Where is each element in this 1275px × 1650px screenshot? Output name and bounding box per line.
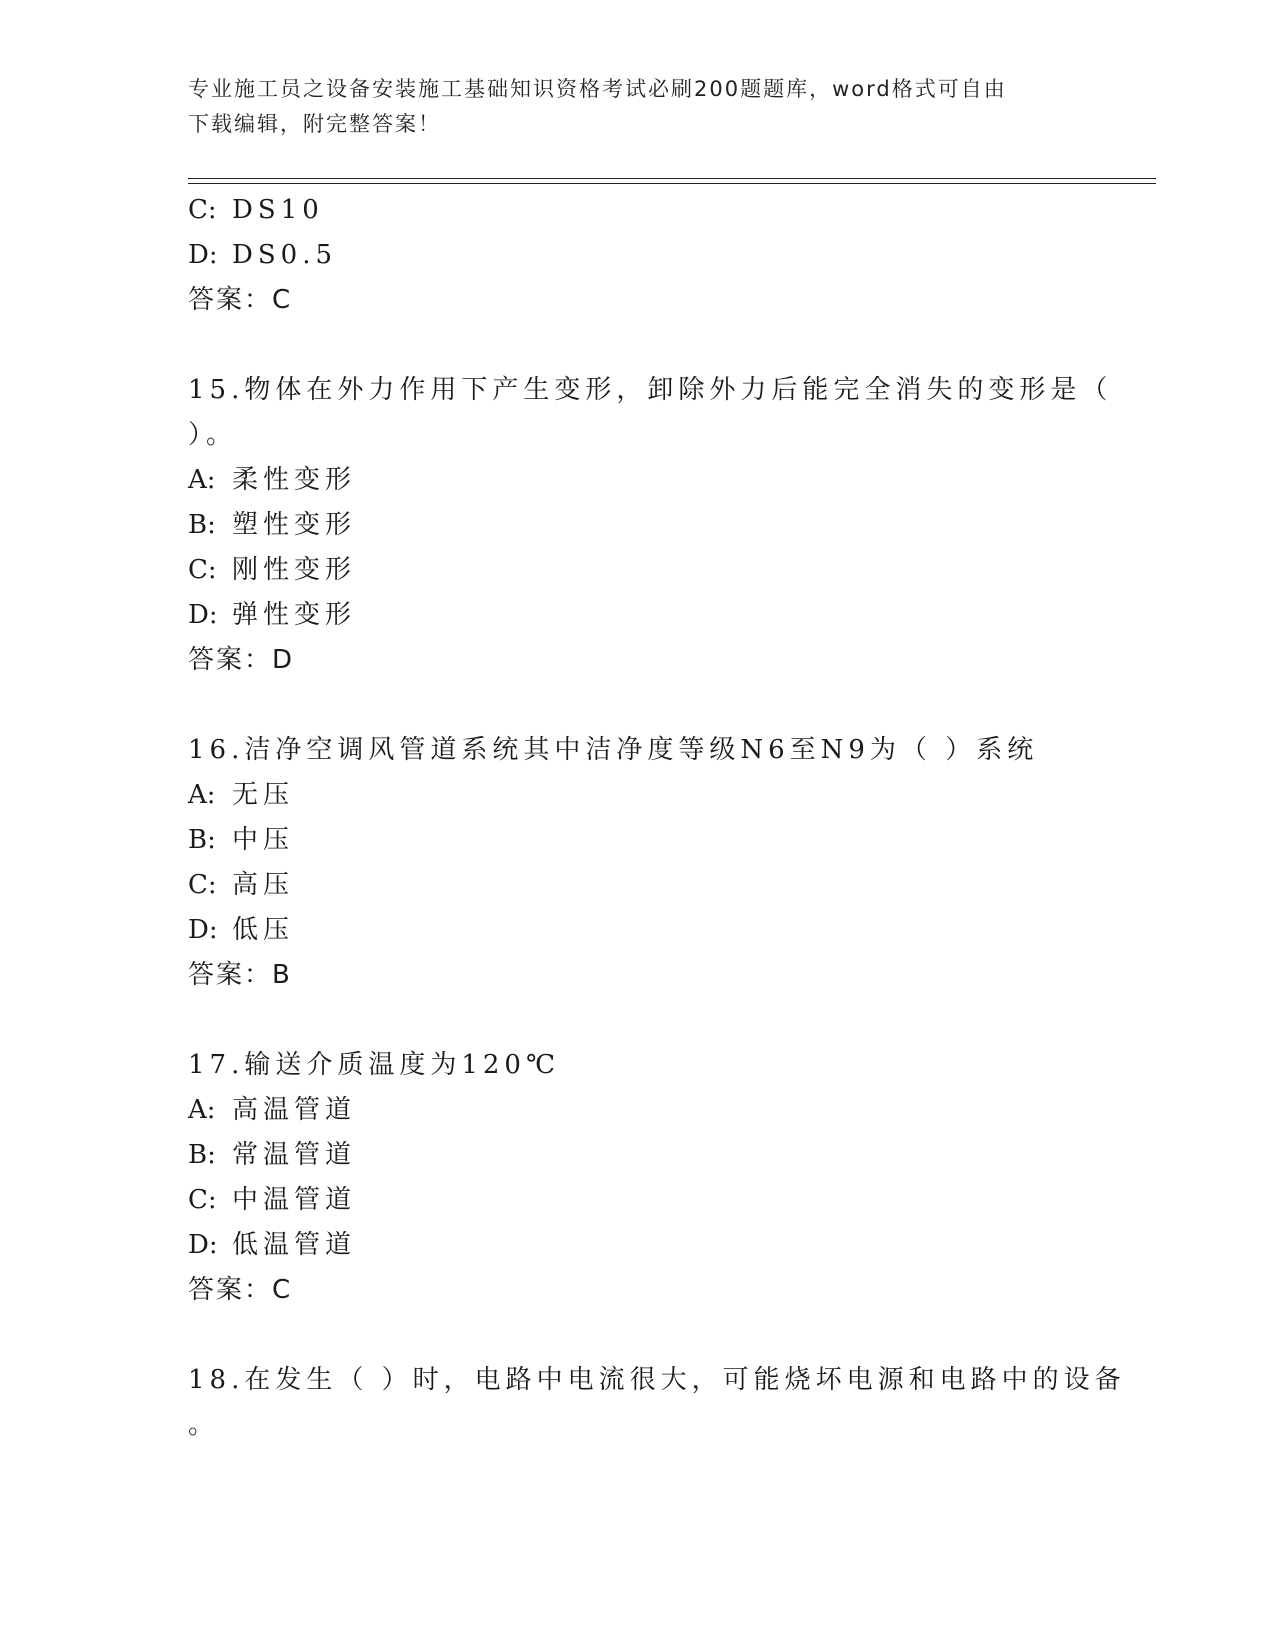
question-17-option-c: C: 中温管道 xyxy=(188,1185,357,1215)
question-16-stem: 16.洁净空调风管道系统其中洁净度等级N6至N9为（ ）系统 xyxy=(188,735,1039,765)
question-16-answer: 答案：B xyxy=(188,960,292,990)
question-18-stem: 18.在发生（ ）时，电路中电流很大，可能烧坏电源和电路中的设备 xyxy=(188,1365,1126,1395)
question-17-option-b: B: 常温管道 xyxy=(188,1140,357,1170)
document-header xyxy=(188,72,1068,142)
question-15-stem: 15.物体在外力作用下产生变形，卸除外力后能完全消失的变形是（ xyxy=(188,375,1113,405)
option-c: C: DS10 xyxy=(188,195,324,225)
question-17-answer: 答案：C xyxy=(188,1275,293,1305)
question-18-stem-cont: 。 xyxy=(188,1410,220,1440)
question-15-answer: 答案：D xyxy=(188,645,295,675)
question-16-option-d: D: 低压 xyxy=(188,915,295,945)
header-line-1: 专业施工员之设备安装施工基础知识资格考试必刷200题题库，word格式可自由 xyxy=(188,77,1007,101)
question-15-option-a: A: 柔性变形 xyxy=(188,465,357,495)
question-15-option-d: D: 弹性变形 xyxy=(188,600,357,630)
header-divider-top xyxy=(188,178,1156,179)
option-d: D: DS0.5 xyxy=(188,240,338,270)
question-15-stem-cont: ）。 xyxy=(188,420,238,450)
question-17-option-d: D: 低温管道 xyxy=(188,1230,357,1260)
answer-line: 答案：C xyxy=(188,285,293,315)
question-15-option-b: B: 塑性变形 xyxy=(188,510,357,540)
question-16-option-c: C: 高压 xyxy=(188,870,295,900)
question-17-stem: 17.输送介质温度为120℃ xyxy=(188,1050,561,1080)
question-17-option-a: A: 高温管道 xyxy=(188,1095,357,1125)
question-16-option-a: A: 无压 xyxy=(188,780,295,810)
header-divider-bottom xyxy=(188,183,1156,184)
header-line-2: 下载编辑，附完整答案！ xyxy=(188,112,441,136)
question-15-option-c: C: 刚性变形 xyxy=(188,555,357,585)
question-16-option-b: B: 中压 xyxy=(188,825,295,855)
